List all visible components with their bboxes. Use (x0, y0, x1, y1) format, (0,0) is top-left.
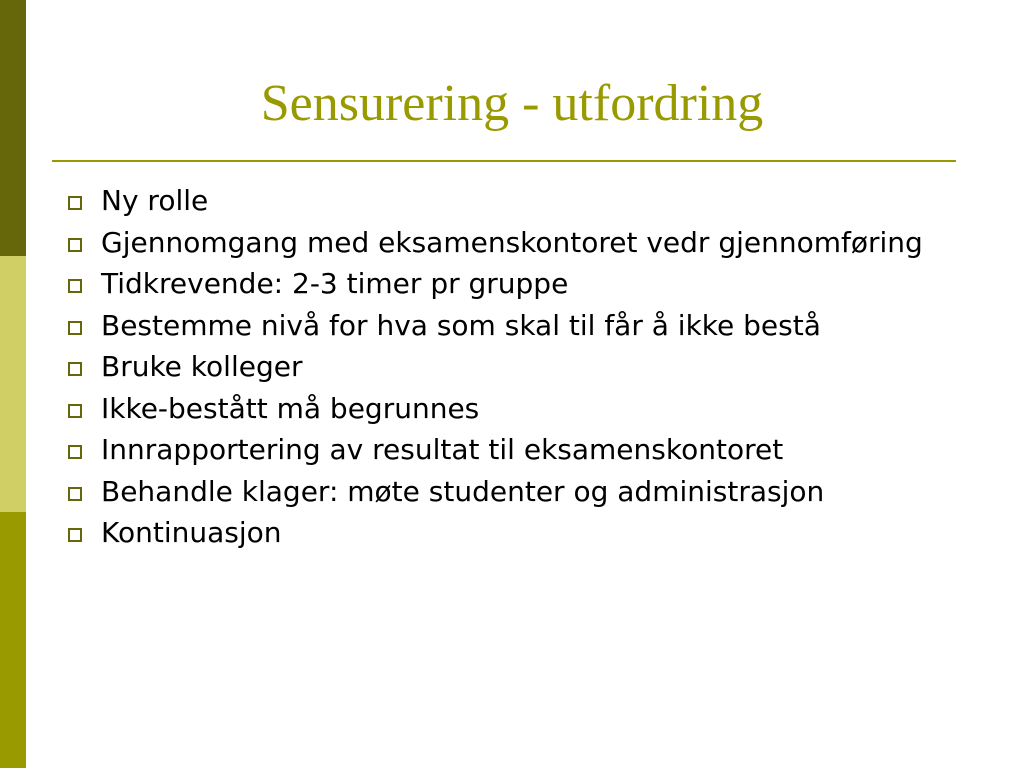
hollow-square-bullet-icon (68, 238, 82, 252)
bullet-text: Tidkrevende: 2-3 timer pr gruppe (101, 267, 569, 300)
bullet-item (66, 516, 966, 549)
bullet-item (66, 433, 966, 466)
bullet-text: Ny rolle (101, 184, 209, 217)
bullet-item (66, 309, 966, 342)
hollow-square-bullet-icon (68, 321, 82, 335)
hollow-square-bullet-icon (68, 445, 82, 459)
bullet-text: Bestemme nivå for hva som skal til får å ikke bestå (101, 308, 821, 342)
hollow-square-bullet-icon (68, 487, 82, 501)
bullet-item (66, 226, 966, 259)
hollow-square-bullet-icon (68, 404, 82, 418)
hollow-square-bullet-icon (68, 528, 82, 542)
bullet-item (66, 392, 966, 425)
title-divider (52, 160, 956, 162)
hollow-square-bullet-icon (68, 196, 82, 210)
bullet-item (66, 184, 966, 217)
bullet-text: Gjennomgang med eksamenskontoret vedr gjennomføring (101, 225, 923, 259)
side-band-top (0, 0, 26, 256)
side-band-bottom (0, 512, 26, 768)
bullet-item (66, 267, 966, 300)
bullet-item (66, 475, 966, 508)
bullet-item (66, 350, 966, 383)
bullet-text: Ikke-bestått må begrunnes (101, 391, 480, 425)
slide-title: Sensurering - utfordring (260, 75, 764, 132)
hollow-square-bullet-icon (68, 362, 82, 376)
bullet-list (66, 184, 966, 558)
hollow-square-bullet-icon (68, 279, 82, 293)
bullet-text: Innrapportering av resultat til eksamenskontoret (101, 433, 784, 466)
side-band-middle (0, 256, 26, 512)
bullet-text: Kontinuasjon (101, 516, 282, 549)
bullet-text: Behandle klager: møte studenter og administrasjon (101, 474, 825, 508)
bullet-text: Bruke kolleger (101, 350, 303, 383)
